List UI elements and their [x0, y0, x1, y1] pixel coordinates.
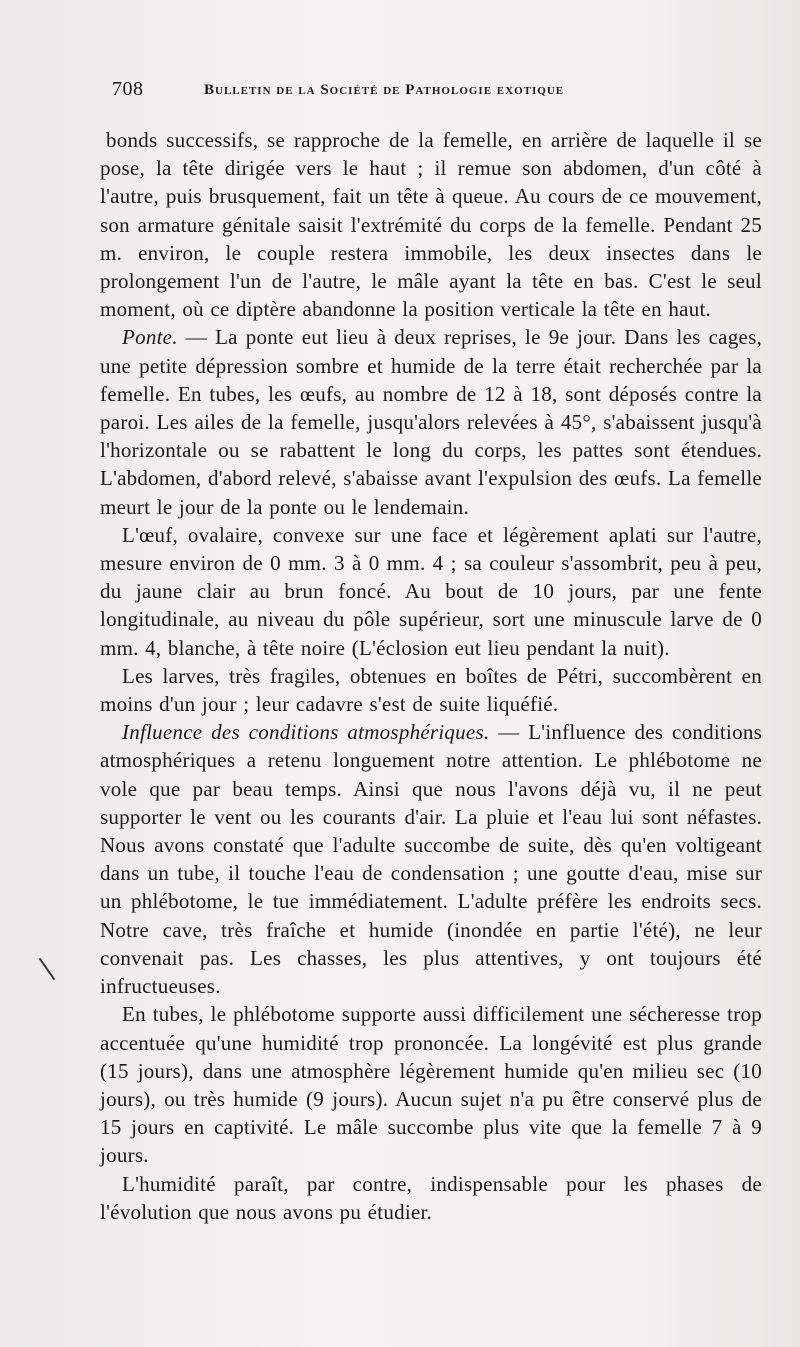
paragraph-larves: [100, 662, 762, 718]
running-title: Bulletin de la Société de Pathologie exotique: [204, 82, 565, 98]
paragraph-oeuf: [100, 521, 762, 662]
body-text: [100, 126, 762, 1226]
margin-pencil-mark: [39, 958, 56, 980]
paragraph-tubes: [100, 1000, 762, 1169]
paragraph-mating: [100, 126, 762, 323]
paragraph-humidite: [100, 1170, 762, 1226]
paragraph-influence: [100, 718, 762, 1000]
paragraph-text: L'œuf, ovalaire, convexe sur une face et légèrement aplati sur l'autre, mesure environ de 0 mm. 3 à 0 mm. 4 ; sa couleur s'assombrit, peu à peu, du jaune clair au brun foncé. Au bout de 10 jours, par une fente longitudinale, au niveau du pôle supérieur, sort une minuscule larve de 0 mm. 4, blanche, à tête noire (L'éclosion eut lieu pendant la nuit).: [100, 522, 762, 660]
page-header: [112, 78, 760, 108]
paragraph-lead: Influence des conditions atmosphériques.: [122, 720, 490, 745]
paragraph-text: L'humidité paraît, par contre, indispensable pour les phases de l'évolution que nous avons pu étudier.: [100, 1171, 762, 1224]
paragraph-text: En tubes, le phlébotome supporte aussi difficilement une sécheresse trop accentuée qu'une humidité trop prononcée. La longévité est plus grande (15 jours), dans une atmosphère légèrement humide qu'en milieu sec (10 jours), ou très humide (9 jours). Aucun sujet n'a pu être conservé plus de 15 jours en captivité. Le mâle succombe plus vite que la femelle 7 à 9 jours.: [100, 1002, 762, 1168]
paragraph-text: — La ponte eut lieu à deux reprises, le 9e jour. Dans les cages, une petite dépression sombre et humide de la terre était recherchée par la femelle. En tubes, les œufs, au nombre de 12 à 18, sont déposés contre la paroi. Les ailes de la femelle, jusqu'alors relevées à 45°, s'abaissent jusqu'à l'horizontale ou se rabattent le long du corps, les pattes sont étendues. L'abdomen, d'abord relevé, s'abaisse avant l'expulsion des œufs. La femelle meurt le jour de la ponte ou le lendemain.: [100, 325, 762, 519]
paragraph-text: — L'influence des conditions atmosphériques a retenu longuement notre attention. Le phlébotome ne vole que par beau temps. Ainsi que nous l'avons déjà vu, il ne peut supporter le vent ou les courants d'air. La pluie et l'eau lui sont néfastes. Nous avons constaté que l'adulte succombe de suite, dès qu'en voltigeant dans un tube, il touche l'eau de condensation ; une goutte d'eau, mise sur un phlébotome, le tue immédiatement. L'adulte préfère les endroits secs. Notre cave, très fraîche et humide (inondée en partie l'été), ne leur convenait pas. Les chasses, les plus attentives, y ont toujours été infructueuses.: [100, 720, 763, 999]
paragraph-text: bonds successifs, se rapproche de la femelle, en arrière de laquelle il se pose, la tête dirigée vers le haut ; il remue son abdomen, d'un côté à l'autre, puis brusquement, fait un tête à queue. Au cours de ce mouvement, son armature génitale saisit l'extrémité du corps de la femelle. Pendant 25 m. environ, le couple restera immobile, les deux insectes dans le prolongement l'un de l'autre, le mâle ayant la tête en bas. C'est le seul moment, où ce diptère abandonne la position verticale la tête en haut.: [100, 128, 762, 322]
paragraph-ponte: [100, 323, 762, 520]
paragraph-lead: Ponte.: [122, 325, 178, 350]
paragraph-text: Les larves, très fragiles, obtenues en boîtes de Pétri, succombèrent en moins d'un jour ; leur cadavre s'est de suite liquéfié.: [100, 663, 762, 717]
page-number: 708: [112, 78, 144, 100]
